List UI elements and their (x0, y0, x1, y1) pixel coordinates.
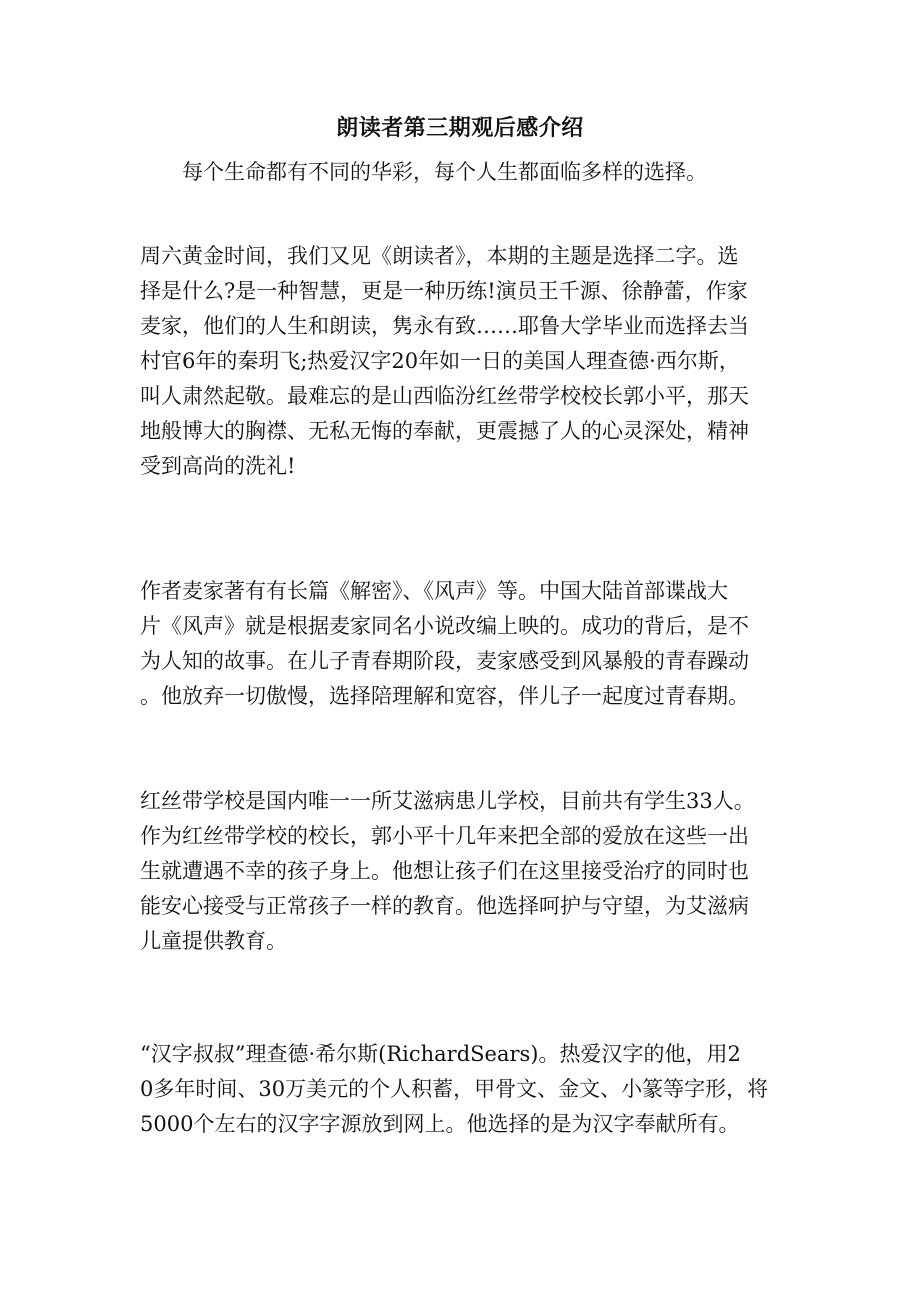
page-subtitle: 每个生命都有不同的华彩，每个人生都面临多样的选择。 (182, 160, 707, 184)
paragraph-line: 作为红丝带学校的校长，郭小平十几年来把全部的爱放在这些一出 (140, 824, 749, 848)
paragraph-line: 生就遭遇不幸的孩子身上。他想让孩子们在这里接受治疗的同时也 (140, 859, 749, 883)
paragraph-line: 村官6年的秦玥飞;热爱汉字20年如一日的美国人理查德·西尔斯， (140, 349, 740, 373)
paragraph-line: 0多年时间、30万美元的个人积蓄，甲骨文、金文、小篆等字形，将 (140, 1077, 769, 1101)
paragraph-line: 麦家，他们的人生和朗读，隽永有致……耶鲁大学毕业而选择去当 (140, 314, 749, 338)
page-title: 朗读者第三期观后感介绍 (336, 115, 584, 141)
paragraph-line: 叫人肃然起敬。最难忘的是山西临汾红丝带学校校长郭小平，那天 (140, 384, 749, 408)
paragraph-line: 红丝带学校是国内唯一一所艾滋病患儿学校，目前共有学生33人。 (140, 789, 755, 813)
paragraph-line: 片《风声》就是根据麦家同名小说改编上映的。成功的背后，是不 (140, 614, 749, 638)
paragraph-line: 为人知的故事。在儿子青春期阶段，麦家感受到风暴般的青春躁动 (140, 649, 749, 673)
paragraph-line: “汉字叔叔”理查德·希尔斯(RichardSears)。热爱汉字的他，用2 (140, 1042, 741, 1066)
paragraph-line: 地般博大的胸襟、无私无悔的奉献，更震撼了人的心灵深处，精神 (140, 419, 749, 443)
paragraph-line: 5000个左右的汉字字源放到网上。他选择的是为汉字奉献所有。 (140, 1112, 740, 1136)
paragraph-line: 择是什么?是一种智慧，更是一种历练!演员王千源、徐静蕾，作家 (140, 279, 748, 303)
paragraph-red-ribbon-school (140, 784, 780, 959)
paragraph-reader-episode (140, 239, 780, 484)
paragraph-line: 。他放弃一切傲慢，选择陪理解和宽容，伴儿子一起度过青春期。 (140, 684, 749, 708)
paragraph-line: 周六黄金时间，我们又见《朗读者》，本期的主题是选择二字。选 (140, 244, 739, 268)
paragraph-line: 受到高尚的洗礼! (140, 454, 296, 478)
paragraph-richard-sears (140, 1037, 780, 1142)
paragraph-mai-jia (140, 574, 780, 714)
paragraph-line: 能安心接受与正常孩子一样的教育。他选择呵护与守望，为艾滋病 (140, 894, 749, 918)
paragraph-line: 作者麦家著有有长篇《解密》、《风声》等。中国大陆首部谍战大 (140, 579, 728, 603)
paragraph-line: 儿童提供教育。 (140, 929, 287, 953)
